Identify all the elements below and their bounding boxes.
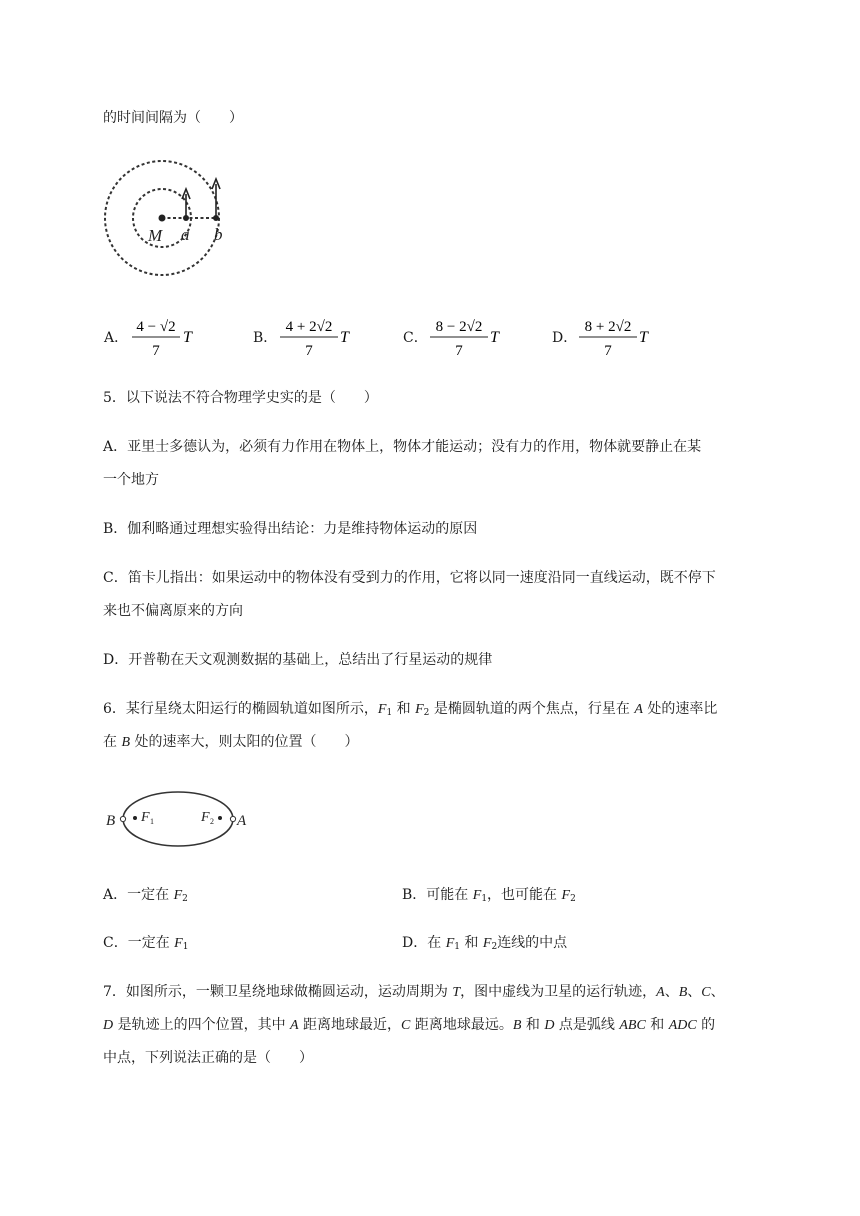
- q5-option-a-line1: A．亚里士多德认为，必须有力作用在物体上，物体才能运动；没有力的作用，物体就要静止在某: [103, 439, 702, 455]
- svg-text:7: 7: [455, 343, 463, 359]
- q6-stem-line1: 6．某行星绕太阳运行的椭圆轨道如图所示，$F_1$ 和 $F_2$ 是椭圆轨道的两个焦点，行星在 A 处的速率比: [103, 701, 718, 718]
- svg-text:F: F: [201, 810, 210, 825]
- orbit-figure: [104, 156, 234, 286]
- q6-stem-line2: 在 B 处的速率大，则太阳的位置（ ）: [103, 734, 359, 750]
- svg-text:8 − 2√2: 8 − 2√2: [435, 319, 483, 335]
- svg-text:1: 1: [150, 817, 154, 826]
- svg-text:4 − √2: 4 − √2: [136, 319, 176, 335]
- label-b: b: [214, 225, 223, 244]
- svg-text:2: 2: [210, 817, 214, 826]
- q7-stem-line3: 中点，下列说法正确的是（ ）: [103, 1050, 313, 1066]
- q5-option-c-line1: C．笛卡儿指出：如果运动中的物体没有受到力的作用，它将以同一速度沿同一直线运动，既不停下: [103, 570, 716, 586]
- svg-text:7: 7: [604, 343, 612, 359]
- label-M: M: [148, 226, 163, 245]
- svg-text:7: 7: [152, 343, 160, 359]
- q4-tail-text: 的时间间隔为（ ）: [103, 110, 243, 126]
- q6-option-c: C．一定在 $F_1$: [103, 935, 189, 952]
- q6-option-d: D．在 $F_1$ 和 $F_2$连线的中点: [402, 935, 568, 952]
- q5-option-a-line2: 一个地方: [103, 472, 159, 488]
- q7-stem-line1: 7．如图所示，一颗卫星绕地球做椭圆运动，运动周期为 T，图中虚线为卫星的运行轨迹，A、B、C、: [103, 984, 725, 1000]
- svg-text:T: T: [183, 329, 192, 346]
- svg-text:7: 7: [305, 343, 313, 359]
- q5-option-c-line2: 来也不偏离原来的方向: [103, 603, 243, 619]
- q5-stem: 5．以下说法不符合物理学史实的是（ ）: [103, 390, 378, 406]
- svg-text:4 + 2√2: 4 + 2√2: [285, 319, 333, 335]
- label-A: A: [237, 813, 247, 829]
- q5-option-d: D．开普勒在天文观测数据的基础上，总结出了行星运动的规律: [103, 652, 493, 668]
- label-B: B: [106, 813, 116, 829]
- svg-text:F: F: [141, 810, 150, 825]
- label-a: a: [181, 225, 190, 244]
- svg-text:T: T: [340, 329, 349, 346]
- q6-option-a: A．一定在 $F_2$: [103, 887, 188, 904]
- svg-text:T: T: [639, 329, 648, 346]
- ellipse-orbit-figure: [104, 790, 254, 850]
- q6-option-b: B．可能在 $F_1$，也可能在 $F_2$: [402, 887, 576, 904]
- q5-option-b: B．伽利略通过理想实验得出结论：力是维持物体运动的原因: [103, 521, 478, 537]
- q7-stem-line2: D 是轨迹上的四个位置，其中 A 距离地球最近，C 距离地球最远。B 和 D 点是弧线 ABC 和 ADC 的: [103, 1017, 716, 1033]
- svg-text:T: T: [490, 329, 499, 346]
- svg-text:8 + 2√2: 8 + 2√2: [584, 319, 632, 335]
